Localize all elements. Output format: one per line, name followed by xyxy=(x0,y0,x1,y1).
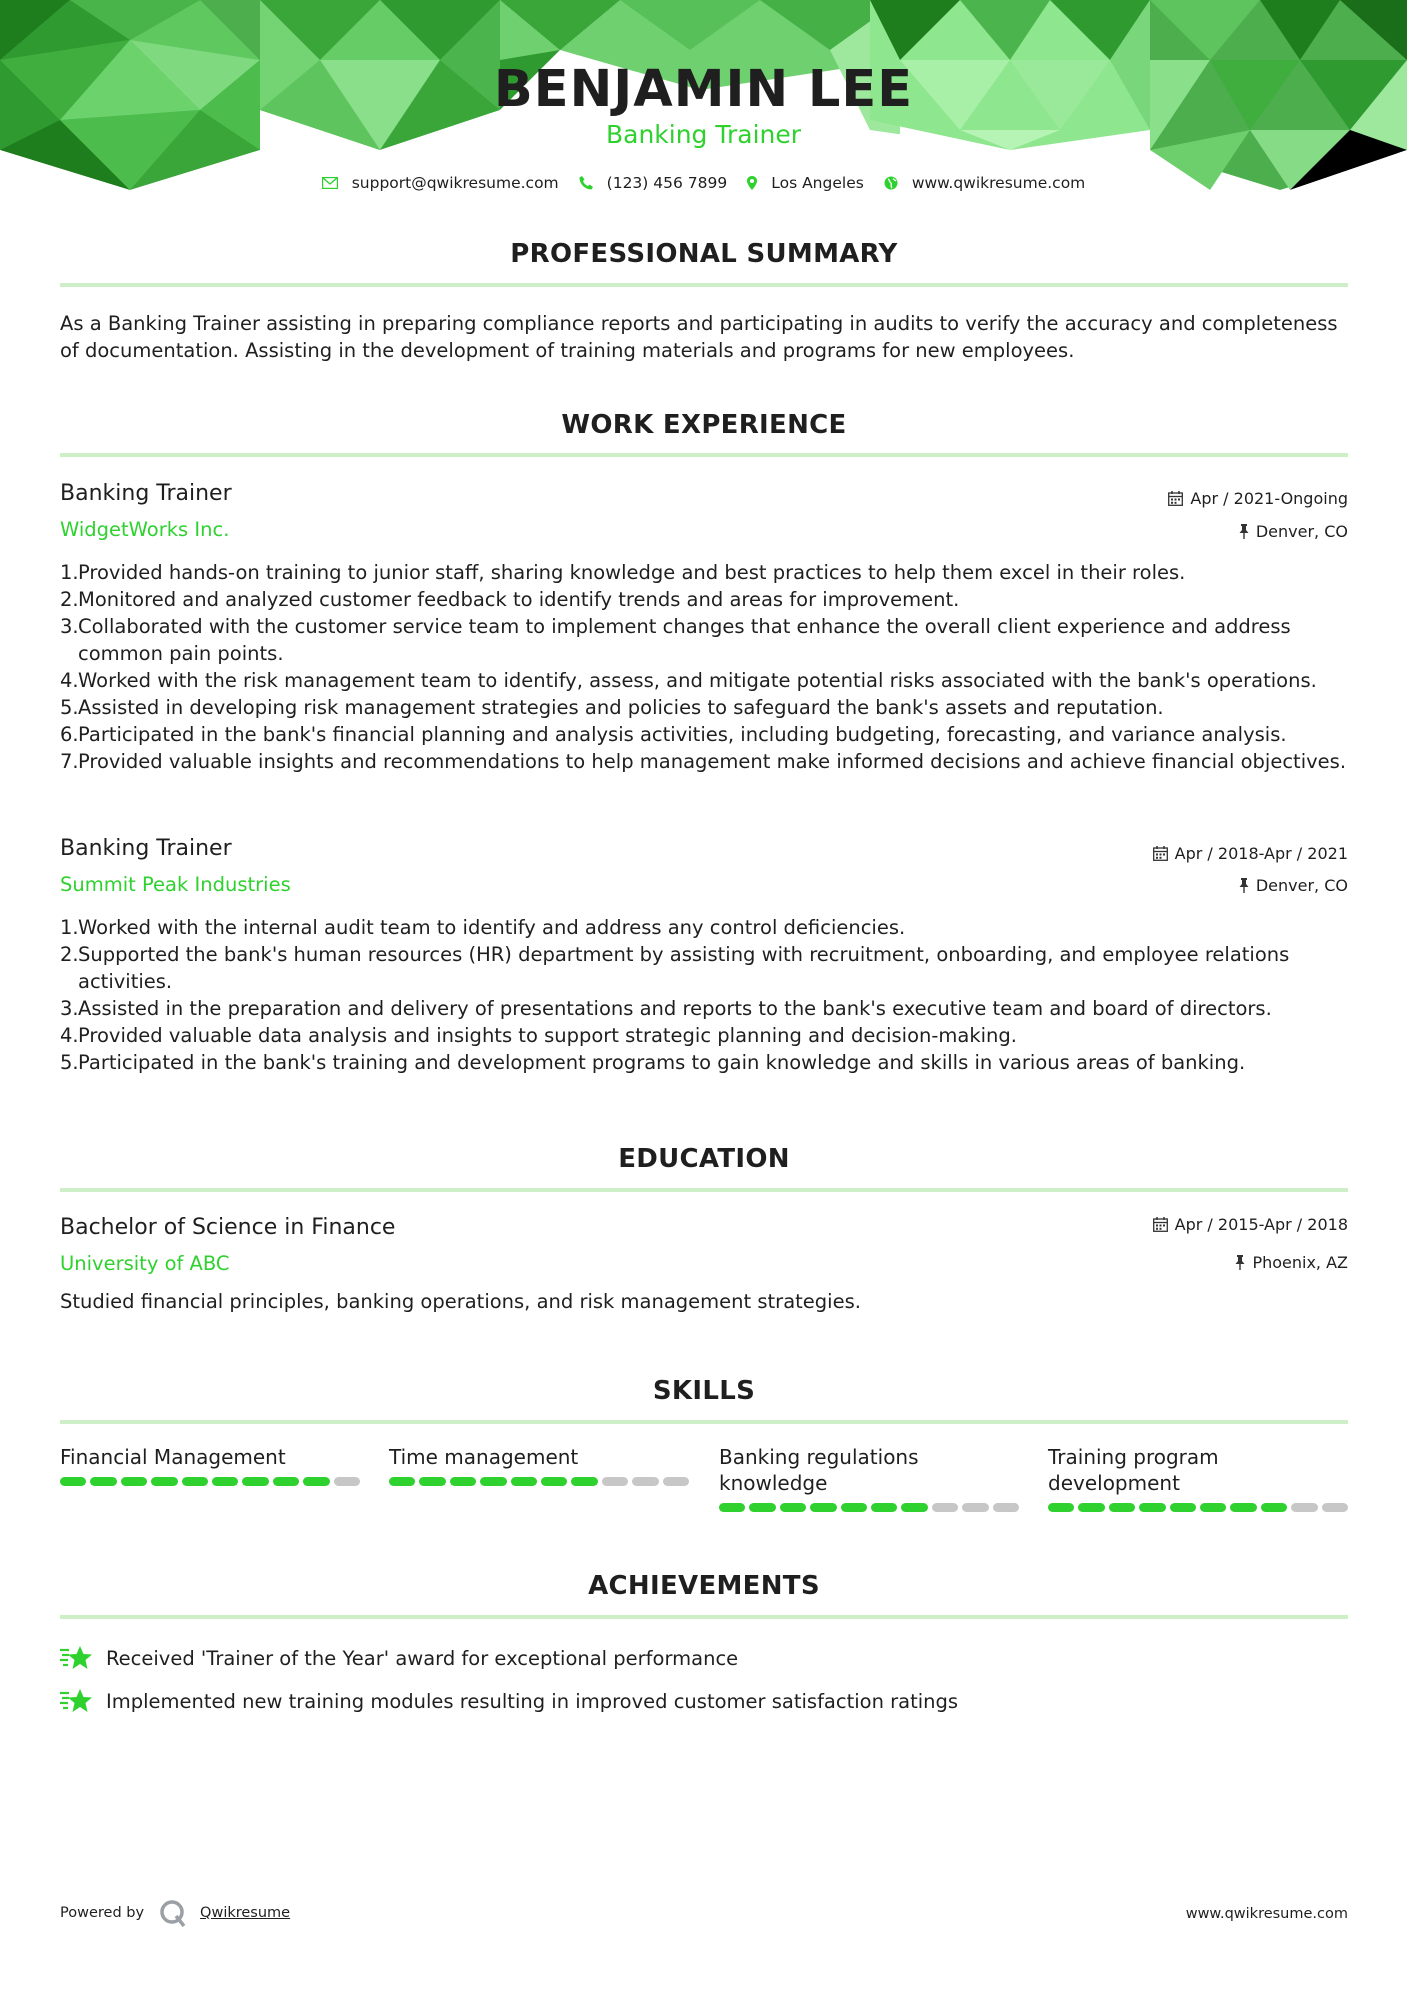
skill-level-segment xyxy=(571,1477,597,1486)
contact-phone[interactable] xyxy=(579,174,728,192)
job-dates xyxy=(1168,489,1348,508)
skill-level-segment xyxy=(182,1477,208,1486)
job-location xyxy=(1239,522,1348,541)
education-location xyxy=(1235,1253,1348,1272)
section-divider xyxy=(60,453,1348,457)
skill-level-segment xyxy=(511,1477,537,1486)
skill-level-segment xyxy=(334,1477,360,1486)
skill-level-segment xyxy=(389,1477,415,1486)
candidate-name: BENJAMIN LEE xyxy=(493,60,914,119)
education-dates-text: Apr / 2015-Apr / 2018 xyxy=(1174,1215,1348,1234)
skill-level-segment xyxy=(303,1477,329,1486)
skill-label: Training program development xyxy=(1048,1445,1219,1495)
skill-level-segment xyxy=(212,1477,238,1486)
skill-label: Time management xyxy=(389,1445,579,1469)
skill-level-segment xyxy=(242,1477,268,1486)
skill-level-segment xyxy=(632,1477,658,1486)
skill-level-segment xyxy=(541,1477,567,1486)
pushpin-icon xyxy=(1239,524,1249,539)
skill-level-segment xyxy=(1200,1503,1226,1512)
calendar-icon xyxy=(1153,846,1168,861)
job-location-text: Denver, CO xyxy=(1255,876,1348,895)
achievement-item xyxy=(60,1645,738,1671)
skill-level-segment xyxy=(993,1503,1019,1512)
globe-icon xyxy=(884,176,898,190)
list-item: 1. Provided hands-on training to junior staff, sharing knowledge and best practices to help them excel in their roles. xyxy=(60,561,1186,584)
education-school: University of ABC xyxy=(60,1252,230,1275)
section-divider xyxy=(60,1615,1348,1619)
section-title-experience: WORK EXPERIENCE xyxy=(561,410,847,440)
footer-powered-by xyxy=(60,1898,290,1928)
skill-level-segment xyxy=(273,1477,299,1486)
map-pin-icon xyxy=(747,176,757,190)
envelope-icon xyxy=(322,177,338,189)
list-item: 4. Worked with the risk management team to identify, assess, and mitigate potential risks associated with the bank's operations. xyxy=(60,669,1317,692)
list-item: 1. Worked with the internal audit team to identify and address any control deficiencies. xyxy=(60,916,906,939)
job-company: WidgetWorks Inc. xyxy=(60,518,230,541)
skill-level-segment xyxy=(932,1503,958,1512)
footer-website[interactable]: www.qwikresume.com xyxy=(1185,1906,1348,1922)
job-dates-text: Apr / 2018-Apr / 2021 xyxy=(1174,844,1348,863)
job-bullets xyxy=(60,914,1348,1076)
skill-item xyxy=(719,1444,1019,1512)
email-text: support@qwikresume.com xyxy=(351,174,559,192)
skill-level-segment xyxy=(1139,1503,1165,1512)
skill-level-segment xyxy=(1109,1503,1135,1512)
skill-level-segment xyxy=(1230,1503,1256,1512)
qwikresume-link[interactable]: Qwikresume xyxy=(200,1905,291,1921)
skill-level-bar xyxy=(60,1477,360,1486)
list-item: 2. Supported the bank's human resources (HR) department by assisting with recruitment, onboarding, and employee relations activities. xyxy=(60,943,1290,993)
contact-website[interactable] xyxy=(884,174,1085,192)
skill-level-bar xyxy=(719,1503,1019,1512)
skill-level-segment xyxy=(480,1477,506,1486)
skill-item xyxy=(1048,1444,1348,1512)
skill-level-segment xyxy=(1261,1503,1287,1512)
section-title-summary: PROFESSIONAL SUMMARY xyxy=(510,239,898,269)
list-item: 5. Assisted in developing risk management strategies and policies to safeguard the bank's assets and reputation. xyxy=(60,696,1164,719)
section-title-skills: SKILLS xyxy=(652,1376,756,1406)
summary-text: As a Banking Trainer assisting in preparing compliance reports and participating in audits to verify the accuracy and completeness of documentation. Assisting in the development of training materials and programs for new employees. xyxy=(60,312,1338,362)
skill-level-bar xyxy=(1048,1503,1348,1512)
contact-bar xyxy=(0,174,1407,192)
list-item: 2. Monitored and analyzed customer feedback to identify trends and areas for improvement. xyxy=(60,588,960,611)
powered-by-text: Powered by xyxy=(60,1905,145,1921)
education-dates xyxy=(1153,1215,1348,1234)
skill-level-segment xyxy=(810,1503,836,1512)
skill-level-segment xyxy=(1078,1503,1104,1512)
skill-level-segment xyxy=(419,1477,445,1486)
calendar-icon xyxy=(1168,491,1183,506)
candidate-title: Banking Trainer xyxy=(605,120,802,149)
job-role: Banking Trainer xyxy=(60,836,232,861)
skill-level-segment xyxy=(871,1503,897,1512)
job-location-text: Denver, CO xyxy=(1255,522,1348,541)
skill-level-segment xyxy=(719,1503,745,1512)
education-description: Studied financial principles, banking operations, and risk management strategies. xyxy=(60,1290,861,1313)
skill-level-segment xyxy=(841,1503,867,1512)
job-company: Summit Peak Industries xyxy=(60,873,291,896)
education-degree: Bachelor of Science in Finance xyxy=(60,1215,396,1240)
education-location-text: Phoenix, AZ xyxy=(1252,1253,1348,1272)
list-item: 3. Assisted in the preparation and delivery of presentations and reports to the bank's executive team and board of directors. xyxy=(60,997,1272,1020)
list-item: 7. Provided valuable insights and recommendations to help management make informed decisions and achieve financial objectives. xyxy=(60,750,1347,773)
qwikresume-logo-icon xyxy=(158,1898,188,1928)
pushpin-icon xyxy=(1239,878,1249,893)
job-dates-text: Apr / 2021-Ongoing xyxy=(1190,489,1348,508)
skill-level-segment xyxy=(1170,1503,1196,1512)
skill-item xyxy=(389,1444,689,1486)
skill-level-segment xyxy=(60,1477,86,1486)
section-divider xyxy=(60,1188,1348,1192)
skill-level-segment xyxy=(602,1477,628,1486)
section-title-achievements: ACHIEVEMENTS xyxy=(588,1571,820,1601)
job-bullets xyxy=(60,559,1348,775)
skill-level-segment xyxy=(663,1477,689,1486)
skill-level-segment xyxy=(121,1477,147,1486)
contact-location xyxy=(747,174,864,192)
list-item: 3. Collaborated with the customer service team to implement changes that enhance the overall client experience and address common pain points. xyxy=(60,615,1291,665)
skill-level-segment xyxy=(151,1477,177,1486)
skill-level-segment xyxy=(1048,1503,1074,1512)
achievement-text: Received 'Trainer of the Year' award for exceptional performance xyxy=(106,1646,739,1670)
job-role: Banking Trainer xyxy=(60,481,232,506)
section-divider xyxy=(60,1420,1348,1424)
phone-icon xyxy=(579,176,593,190)
pushpin-icon xyxy=(1235,1255,1245,1270)
list-item: 6. Participated in the bank's financial planning and analysis activities, including budgeting, forecasting, and variance analysis. xyxy=(60,723,1287,746)
skill-label: Banking regulations knowledge xyxy=(719,1445,919,1495)
contact-email[interactable] xyxy=(322,174,559,192)
skill-label: Financial Management xyxy=(60,1445,286,1469)
achievement-text: Implemented new training modules resulting in improved customer satisfaction ratings xyxy=(106,1689,959,1713)
skill-level-segment xyxy=(962,1503,988,1512)
list-item: 4. Provided valuable data analysis and insights to support strategic planning and decision-making. xyxy=(60,1024,1017,1047)
section-title-education: EDUCATION xyxy=(618,1144,790,1174)
skill-level-segment xyxy=(1322,1503,1348,1512)
job-location xyxy=(1239,876,1348,895)
list-item: 5. Participated in the bank's training and development programs to gain knowledge and skills in various areas of banking. xyxy=(60,1051,1246,1074)
job-dates xyxy=(1153,844,1348,863)
section-divider xyxy=(60,283,1348,287)
star-award-icon xyxy=(60,1688,92,1714)
skill-level-segment xyxy=(450,1477,476,1486)
skill-level-segment xyxy=(901,1503,927,1512)
skill-level-segment xyxy=(90,1477,116,1486)
skill-level-bar xyxy=(389,1477,689,1486)
calendar-icon xyxy=(1153,1217,1168,1232)
skill-level-segment xyxy=(749,1503,775,1512)
skill-level-segment xyxy=(780,1503,806,1512)
achievement-item xyxy=(60,1688,958,1714)
skill-level-segment xyxy=(1291,1503,1317,1512)
star-award-icon xyxy=(60,1645,92,1671)
phone-text: (123) 456 7899 xyxy=(606,174,728,192)
website-text: www.qwikresume.com xyxy=(911,174,1086,192)
location-text: Los Angeles xyxy=(771,174,864,192)
skill-item xyxy=(60,1444,360,1486)
